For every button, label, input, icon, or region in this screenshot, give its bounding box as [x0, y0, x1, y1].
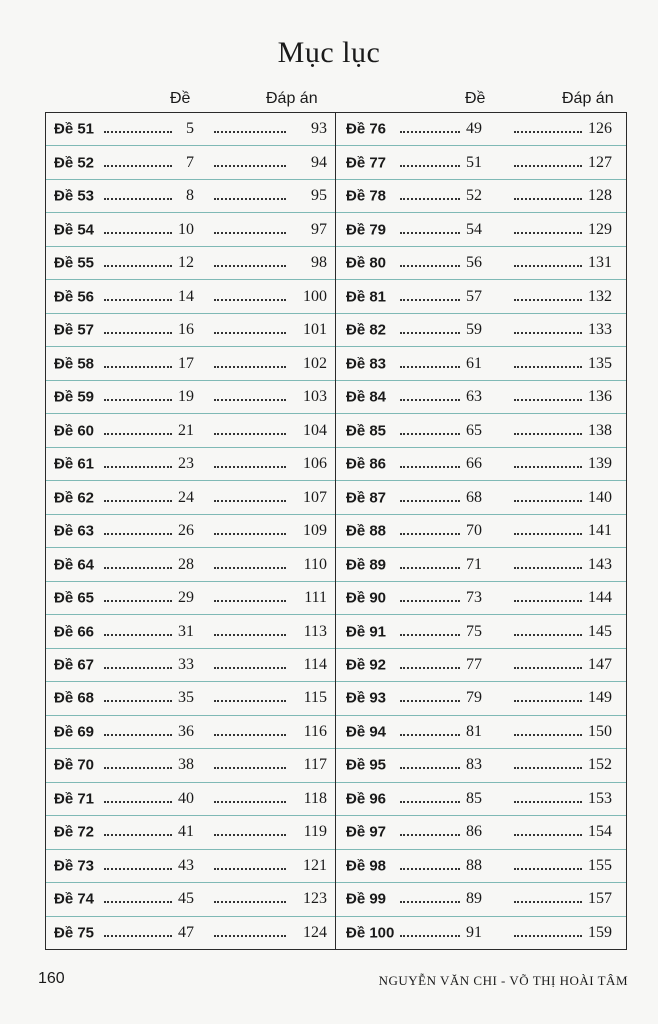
exam-page: 52	[466, 187, 482, 205]
answer-page: 159	[588, 923, 612, 941]
exam-page: 83	[466, 756, 482, 774]
toc-row	[46, 917, 335, 949]
exam-label: Đề 53	[54, 187, 95, 205]
exam-label: Đề 67	[54, 656, 95, 674]
dot-leader	[214, 395, 286, 401]
answer-page: 117	[303, 756, 327, 774]
exam-label: Đề 75	[54, 924, 95, 942]
exam-label: Đề 87	[346, 489, 387, 507]
exam-page: 41	[178, 823, 194, 841]
exam-label: Đề 74	[54, 890, 95, 908]
exam-label: Đề 60	[54, 422, 95, 440]
answer-page: 95	[311, 187, 327, 205]
toc-row	[46, 381, 335, 414]
contents-column-left	[46, 113, 336, 949]
exam-page: 47	[178, 923, 194, 941]
exam-label: Đề 56	[54, 288, 95, 306]
answer-page: 138	[588, 421, 612, 439]
answer-page: 152	[588, 756, 612, 774]
answer-page: 123	[303, 890, 327, 908]
toc-row	[46, 716, 335, 749]
exam-label: Đề 52	[54, 154, 95, 172]
toc-row	[46, 682, 335, 715]
toc-row	[336, 448, 626, 481]
answer-page: 126	[588, 120, 612, 138]
answer-page: 143	[588, 555, 612, 573]
toc-row	[336, 783, 626, 816]
exam-label: Đề 86	[346, 455, 387, 473]
answer-page: 118	[303, 789, 327, 807]
answer-page: 100	[303, 287, 327, 305]
exam-label: Đề 79	[346, 221, 387, 239]
dot-leader	[214, 161, 286, 167]
toc-row	[336, 280, 626, 313]
toc-row	[336, 481, 626, 514]
dot-leader	[214, 228, 286, 234]
answer-page: 140	[588, 488, 612, 506]
exam-page: 59	[466, 321, 482, 339]
exam-label: Đề 84	[346, 388, 387, 406]
toc-row	[336, 113, 626, 146]
exam-page: 57	[466, 287, 482, 305]
exam-page: 75	[466, 622, 482, 640]
exam-page: 77	[466, 655, 482, 673]
answer-page: 101	[303, 321, 327, 339]
answer-page: 102	[303, 354, 327, 372]
dot-leader	[214, 194, 286, 200]
answer-page: 128	[588, 187, 612, 205]
exam-label: Đề 71	[54, 790, 95, 808]
toc-row	[336, 816, 626, 849]
answer-page: 139	[588, 455, 612, 473]
answer-page: 157	[588, 890, 612, 908]
dot-leader	[214, 261, 286, 267]
toc-row	[336, 515, 626, 548]
toc-row	[46, 615, 335, 648]
toc-row	[336, 548, 626, 581]
toc-row	[46, 280, 335, 313]
answer-page: 153	[588, 789, 612, 807]
dot-leader	[214, 797, 286, 803]
answer-page: 115	[303, 689, 327, 707]
exam-page: 91	[466, 923, 482, 941]
exam-page: 56	[466, 254, 482, 272]
toc-row	[336, 582, 626, 615]
exam-page: 51	[466, 153, 482, 171]
exam-label: Đề 93	[346, 689, 387, 707]
toc-row	[46, 481, 335, 514]
toc-row	[46, 213, 335, 246]
exam-label: Đề 68	[54, 689, 95, 707]
dot-leader	[214, 496, 286, 502]
toc-row	[336, 247, 626, 280]
toc-row	[336, 749, 626, 782]
toc-row	[336, 850, 626, 883]
answer-page: 136	[588, 388, 612, 406]
footer-authors: NGUYỄN VĂN CHI - VÕ THỊ HOÀI TÂM	[378, 973, 628, 988]
exam-page: 24	[178, 488, 194, 506]
answer-page: 116	[303, 722, 327, 740]
dot-leader	[214, 864, 286, 870]
toc-row	[46, 146, 335, 179]
answer-page: 155	[588, 856, 612, 874]
dot-leader	[214, 563, 286, 569]
answer-page: 135	[588, 354, 612, 372]
exam-label: Đề 59	[54, 388, 95, 406]
answer-page: 131	[588, 254, 612, 272]
answer-page: 104	[303, 421, 327, 439]
exam-page: 14	[178, 287, 194, 305]
exam-label: Đề 63	[54, 522, 95, 540]
dot-leader	[214, 127, 286, 133]
toc-row	[46, 347, 335, 380]
answer-page: 114	[303, 655, 327, 673]
toc-row	[336, 917, 626, 949]
exam-page: 86	[466, 823, 482, 841]
exam-label: Đề 89	[346, 556, 387, 574]
dot-leader	[214, 596, 286, 602]
exam-label: Đề 78	[346, 187, 387, 205]
contents-column-right	[336, 113, 626, 949]
answer-page: 107	[303, 488, 327, 506]
exam-page: 68	[466, 488, 482, 506]
toc-row	[46, 548, 335, 581]
toc-row	[46, 816, 335, 849]
exam-label: Đề 90	[346, 589, 387, 607]
answer-page: 109	[303, 522, 327, 540]
exam-page: 65	[466, 421, 482, 439]
exam-page: 12	[178, 254, 194, 272]
exam-label: Đề 61	[54, 455, 95, 473]
contents-table	[45, 112, 627, 950]
answer-page: 145	[588, 622, 612, 640]
answer-page: 141	[588, 522, 612, 540]
exam-label: Đề 94	[346, 723, 387, 741]
exam-label: Đề 82	[346, 321, 387, 339]
exam-label: Đề 99	[346, 890, 387, 908]
exam-label: Đề 98	[346, 857, 387, 875]
page-title: Mục lục	[277, 36, 381, 69]
exam-label: Đề 76	[346, 120, 387, 138]
col-header-dap-an-left: Đáp án	[266, 90, 318, 107]
answer-page: 133	[588, 321, 612, 339]
exam-page: 17	[178, 354, 194, 372]
toc-row	[46, 649, 335, 682]
dot-leader	[214, 830, 286, 836]
dot-leader	[214, 429, 286, 435]
toc-row	[336, 213, 626, 246]
exam-page: 8	[186, 187, 194, 205]
exam-page: 54	[466, 220, 482, 238]
answer-page: 150	[588, 722, 612, 740]
exam-label: Đề 64	[54, 556, 95, 574]
answer-page: 113	[303, 622, 327, 640]
col-header-de-left: Đề	[170, 90, 191, 107]
dot-leader	[214, 763, 286, 769]
exam-page: 21	[178, 421, 194, 439]
answer-page: 121	[303, 856, 327, 874]
answer-page: 144	[588, 589, 612, 607]
exam-label: Đề 57	[54, 321, 95, 339]
exam-page: 5	[186, 120, 194, 138]
exam-page: 28	[178, 555, 194, 573]
toc-row	[46, 247, 335, 280]
exam-page: 85	[466, 789, 482, 807]
toc-row	[336, 682, 626, 715]
toc-row	[336, 649, 626, 682]
toc-row	[336, 381, 626, 414]
dot-leader	[214, 295, 286, 301]
dot-leader	[214, 630, 286, 636]
exam-label: Đề 69	[54, 723, 95, 741]
answer-page: 119	[303, 823, 327, 841]
toc-row	[46, 749, 335, 782]
exam-page: 63	[466, 388, 482, 406]
exam-page: 79	[466, 689, 482, 707]
answer-page: 127	[588, 153, 612, 171]
exam-page: 23	[178, 455, 194, 473]
exam-label: Đề 62	[54, 489, 95, 507]
exam-label: Đề 96	[346, 790, 387, 808]
exam-page: 66	[466, 455, 482, 473]
answer-page: 97	[311, 220, 327, 238]
exam-label: Đề 73	[54, 857, 95, 875]
toc-row	[46, 448, 335, 481]
exam-label: Đề 54	[54, 221, 95, 239]
exam-page: 40	[178, 789, 194, 807]
toc-row	[46, 850, 335, 883]
col-header-de-right: Đề	[465, 90, 486, 107]
exam-page: 36	[178, 722, 194, 740]
answer-page: 129	[588, 220, 612, 238]
dot-leader	[214, 931, 286, 937]
exam-page: 70	[466, 522, 482, 540]
exam-label: Đề 70	[54, 756, 95, 774]
exam-label: Đề 77	[346, 154, 387, 172]
exam-page: 10	[178, 220, 194, 238]
exam-page: 26	[178, 522, 194, 540]
toc-row	[46, 783, 335, 816]
exam-page: 45	[178, 890, 194, 908]
toc-row	[46, 515, 335, 548]
exam-label: Đề 88	[346, 522, 387, 540]
exam-page: 29	[178, 589, 194, 607]
dot-leader	[214, 362, 286, 368]
answer-page: 124	[303, 923, 327, 941]
exam-page: 49	[466, 120, 482, 138]
exam-page: 16	[178, 321, 194, 339]
toc-row	[336, 314, 626, 347]
exam-label: Đề 95	[346, 756, 387, 774]
exam-page: 71	[466, 555, 482, 573]
dot-leader	[214, 529, 286, 535]
toc-row	[46, 314, 335, 347]
dot-leader	[214, 462, 286, 468]
answer-page: 93	[311, 120, 327, 138]
exam-page: 33	[178, 655, 194, 673]
dot-leader	[214, 696, 286, 702]
answer-page: 154	[588, 823, 612, 841]
exam-page: 38	[178, 756, 194, 774]
answer-page: 106	[303, 455, 327, 473]
toc-row	[336, 414, 626, 447]
exam-label: Đề 85	[346, 422, 387, 440]
answer-page: 110	[303, 555, 327, 573]
answer-page: 111	[304, 589, 327, 607]
exam-label: Đề 97	[346, 823, 387, 841]
answer-page: 103	[303, 388, 327, 406]
exam-label: Đề 83	[346, 355, 387, 373]
exam-label: Đề 100	[346, 924, 395, 942]
toc-row	[336, 883, 626, 916]
dot-leader	[214, 730, 286, 736]
answer-page: 98	[311, 254, 327, 272]
page-number: 160	[38, 970, 65, 987]
toc-row	[336, 716, 626, 749]
toc-row	[336, 347, 626, 380]
answer-page: 149	[588, 689, 612, 707]
exam-label: Đề 55	[54, 254, 95, 272]
answer-page: 132	[588, 287, 612, 305]
exam-label: Đề 81	[346, 288, 387, 306]
exam-label: Đề 58	[54, 355, 95, 373]
exam-label: Đề 72	[54, 823, 95, 841]
exam-label: Đề 80	[346, 254, 387, 272]
dot-leader	[214, 897, 286, 903]
toc-row	[46, 180, 335, 213]
col-header-dap-an-right: Đáp án	[562, 90, 614, 107]
dot-leader	[214, 663, 286, 669]
toc-row	[336, 146, 626, 179]
exam-page: 35	[178, 689, 194, 707]
exam-page: 73	[466, 589, 482, 607]
toc-row	[46, 414, 335, 447]
exam-label: Đề 66	[54, 623, 95, 640]
toc-row	[46, 883, 335, 916]
exam-label: Đề 92	[346, 656, 387, 674]
exam-label: Đề 65	[54, 589, 95, 607]
toc-row	[336, 180, 626, 213]
answer-page: 147	[588, 655, 612, 673]
exam-page: 19	[178, 388, 194, 406]
exam-page: 31	[178, 622, 194, 640]
exam-page: 88	[466, 856, 482, 874]
toc-row	[46, 113, 335, 146]
exam-page: 89	[466, 890, 482, 908]
toc-row	[336, 615, 626, 648]
dot-leader	[214, 328, 286, 334]
exam-page: 61	[466, 354, 482, 372]
exam-page: 81	[466, 722, 482, 740]
toc-row	[46, 582, 335, 615]
answer-page: 94	[311, 153, 327, 171]
exam-label: Đề 51	[54, 120, 95, 138]
exam-page: 43	[178, 856, 194, 874]
exam-page: 7	[186, 153, 194, 171]
exam-label: Đề 91	[346, 623, 387, 640]
